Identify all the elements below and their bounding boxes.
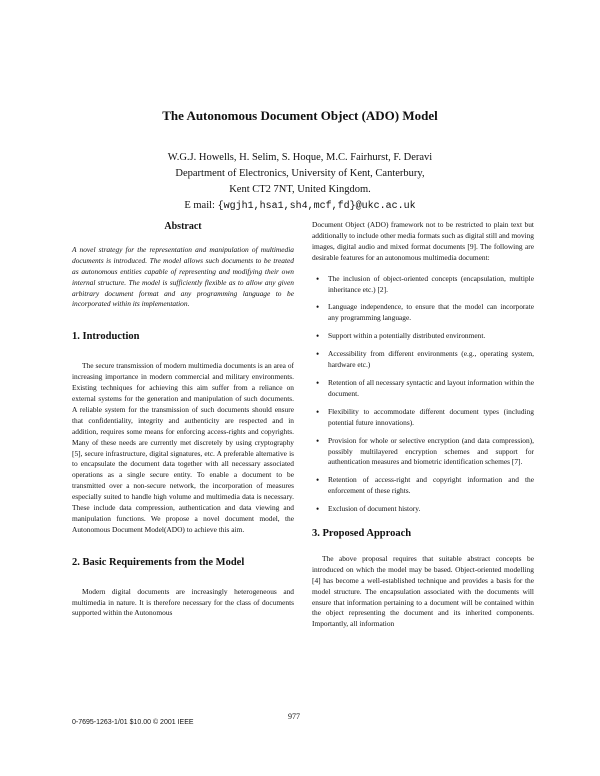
introduction-text: The secure transmission of modern multimedia documents is an area of increasing importance in modern commercial and military environments. Existing techniques for achieving this aim suffer from a reliance on external systems for the generation and manipulation of such documents. A reliable system for the transmission of such documents should ensure that confidentiality, integrity and authenticity are respected and in addition, requires some means for enforcing access-rights and copyrights. Many of these needs are currently met discretely by using cryptography [5], secure infrastructure, digital signatures, etc. A preferable alternative is to encapsulate the document data together with all necessary associated operations as a single secure entity. To enable a document to be transmitted over a non-secure network, the incorporation of measures especially suited to handle high volume and multimedia data is necessary. These include data compression, authentication and data viewing and manipulation functions. We propose a novel document model, the Autonomous Document Model(ADO) to achieve this aim. <box>72 361 294 534</box>
page-number: 977 <box>288 712 300 721</box>
list-item: • Retention of all necessary syntactic and layout information within the document. <box>312 378 534 400</box>
introduction-heading: 1. Introduction <box>72 331 140 343</box>
author-block <box>0 150 600 215</box>
proposed-approach-text: The above proposal requires that suitable abstract concepts be introduced on which the model may be based. Object-oriented modelling [4] has become a well-established technique and provides a basis for the model structure. The encapsulation associated with the documents will ensure that information pertaining to a document will be contained within the object representing the document and its inherited components. Importantly, all information <box>312 553 534 629</box>
right-column <box>312 220 534 630</box>
continuation-text: Document Object (ADO) framework not to be restricted to plain text but additionally to include other media formats such as digital still and moving images, digital audio and mixed format documents [9]. The following are desirable features for an autonomous multimedia document: <box>312 220 534 262</box>
email-addresses: {wgjh1,hsa1,sh4,mcf,fd}@ukc.ac.uk <box>217 201 416 212</box>
list-item: • Support within a potentially distributed environment. <box>312 331 534 342</box>
email-line <box>0 198 600 215</box>
list-item: • Language independence, to ensure that the model can incorporate any programming language. <box>312 302 534 324</box>
list-item: • Provision for whole or selective encryption (and data compression), possibly multilayered encryption schemes and support for authentication measures and biometric identification schemes [7]. <box>312 436 534 469</box>
abstract-text: A novel strategy for the representation and manipulation of multimedia documents is introduced. The model allows such documents to be treated as autonomous entities capable of representing and modifying their own internal structure. The model is sufficiently flexible as to allow any given arbitrary document format and any programming language to be incorporated within its implementation. <box>72 244 294 309</box>
affiliation-line-1: Department of Electronics, University of Kent, Canterbury, <box>175 168 425 179</box>
basic-requirements-text: Modern digital documents are increasingly heterogeneous and multimedia in nature. It is therefore necessary for the class of documents supported within the Autonomous <box>72 586 294 618</box>
paper-title: The Autonomous Document Object (ADO) Model <box>162 108 438 123</box>
proposed-approach-heading: 3. Proposed Approach <box>312 528 412 540</box>
abstract-heading: Abstract <box>164 221 202 232</box>
basic-requirements-heading: 2. Basic Requirements from the Model <box>72 556 245 568</box>
list-item: • The inclusion of object-oriented concepts (encapsulation, multiple inheritance etc.) [2]. <box>312 274 534 296</box>
list-item: • Flexibility to accommodate different document types (including potential future innovations). <box>312 407 534 429</box>
list-item: • Exclusion of document history. <box>312 504 534 515</box>
affiliation-line-2: Kent CT2 7NT, United Kingdom. <box>229 184 371 195</box>
feature-list <box>312 274 534 515</box>
email-label: E mail: <box>184 200 218 211</box>
list-item: • Retention of access-right and copyright information and the enforcement of these rights. <box>312 475 534 497</box>
list-item: • Accessibility from different environments (e.g., operating system, hardware etc.) <box>312 349 534 371</box>
copyright-notice: 0-7695-1263-1/01 $10.00 © 2001 IEEE <box>72 719 194 726</box>
left-column <box>72 222 294 619</box>
author-names: W.G.J. Howells, H. Selim, S. Hoque, M.C. Fairhurst, F. Deravi <box>167 152 433 163</box>
